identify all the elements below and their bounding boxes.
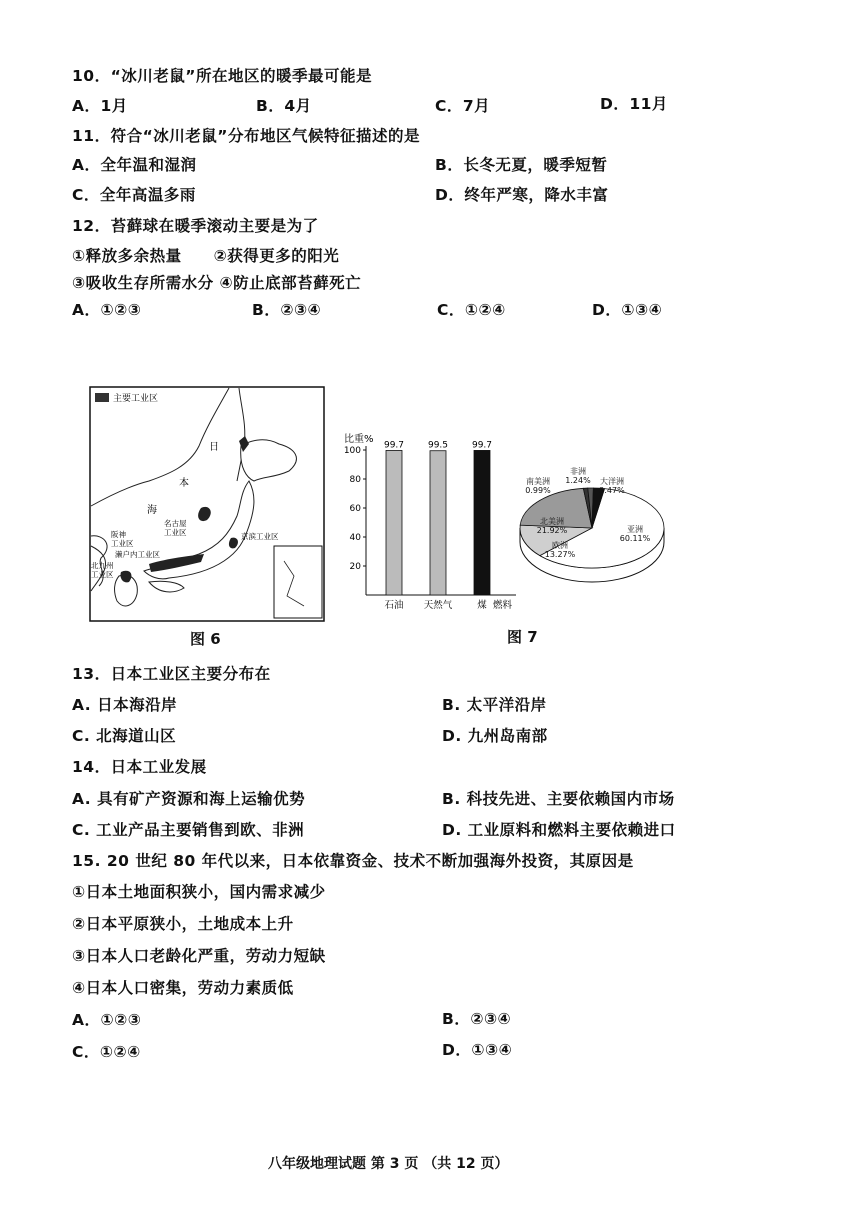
label-nagoya: 名古屋 [164, 519, 187, 528]
bar-ylabel: 比重% [344, 434, 374, 445]
bar-2 [474, 450, 490, 595]
q10-option-d[interactable]: D．11月 [600, 95, 668, 113]
q13-stem: 13．日本工业区主要分布在 [72, 665, 271, 683]
pie-label-4: 非洲 1.24% [565, 467, 591, 485]
q15-item-1: ①日本土地面积狭小，国内需求减少 [72, 883, 326, 901]
legend-label: 主要工业区 [113, 394, 159, 404]
q15-stem: 15. 20 世纪 80 年代以来，日本依靠资金、技术不断加强海外投资，其原因是 [72, 852, 634, 870]
bar-category-label: 天然气 [423, 600, 453, 611]
label-keihin: 京滨工业区 [241, 532, 279, 541]
q15-item-4: ④日本人口密集，劳动力素质低 [72, 979, 294, 997]
q10-option-c[interactable]: C．7月 [435, 97, 491, 115]
q14-stem: 14．日本工业发展 [72, 758, 207, 776]
bar-0 [386, 450, 402, 595]
bar-value-label: 99.7 [471, 440, 493, 451]
q11-option-b[interactable]: B．长冬无夏，暖季短暂 [435, 156, 608, 174]
q14-option-c[interactable]: C. 工业产品主要销售到欧、非洲 [72, 821, 305, 839]
q11-option-a[interactable]: A．全年温和湿润 [72, 156, 197, 174]
label-hanshin: 阪神 [111, 530, 126, 539]
q12-option-a[interactable]: A．①②③ [72, 301, 142, 319]
q12-items-line2: ③吸收生存所需水分 ④防止底部苔藓死亡 [72, 274, 362, 292]
figure6-map [89, 386, 325, 622]
bar-x-label: 燃料 [492, 600, 512, 611]
pie-label-1: 欧洲 13.27% [544, 541, 576, 559]
q10-option-b[interactable]: B．4月 [256, 97, 312, 115]
q12-option-b[interactable]: B．②③④ [252, 301, 322, 319]
label-hanshin-2: 工业区 [111, 539, 134, 548]
figure7-bar-chart [340, 430, 520, 615]
bar-y-tick-label: 100 [343, 446, 361, 456]
q11-option-d[interactable]: D．终年严寒，降水丰富 [435, 186, 609, 204]
q14-option-a[interactable]: A. 具有矿产资源和海上运输优势 [72, 790, 306, 808]
label-sea-3: 海 [147, 505, 157, 516]
bar-y-tick-label: 40 [349, 533, 361, 543]
bar-1 [430, 451, 446, 595]
bar-category-label: 石油 [384, 600, 404, 611]
figure6-caption: 图 6 [190, 630, 221, 648]
q12-option-d[interactable]: D．①③④ [592, 301, 663, 319]
q15-item-2: ②日本平原狭小，土地成本上升 [72, 915, 294, 933]
bar-value-label: 99.5 [427, 440, 449, 451]
bar-value-label: 99.7 [383, 440, 405, 451]
pie-label-2: 北美洲 21.92% [536, 517, 568, 535]
q14-option-d[interactable]: D. 工业原料和燃料主要依赖进口 [442, 821, 676, 839]
q15-option-b[interactable]: B．②③④ [442, 1010, 512, 1028]
figure7-pie-chart [510, 460, 685, 600]
label-sea-1: 日 [209, 442, 219, 453]
bar-marks [384, 440, 513, 611]
q15-option-d[interactable]: D．①③④ [442, 1041, 513, 1059]
figure7-caption: 图 7 [507, 628, 538, 646]
label-setouchi: 濑户内工业区 [115, 550, 160, 559]
q15-option-a[interactable]: A．①②③ [72, 1011, 142, 1029]
q10-option-a[interactable]: A．1月 [72, 97, 128, 115]
label-kitakyushu: 北九州 [91, 561, 114, 570]
q13-option-a[interactable]: A. 日本海沿岸 [72, 696, 178, 714]
bar-y-tick-label: 20 [349, 562, 361, 572]
q13-option-c[interactable]: C. 北海道山区 [72, 727, 177, 745]
bar-y-tick-label: 80 [349, 475, 361, 485]
label-sea-2: 本 [179, 478, 189, 489]
q11-option-c[interactable]: C．全年高温多雨 [72, 186, 196, 204]
pie-label-0: 亚洲 60.11% [619, 525, 651, 543]
pie-marks [520, 466, 664, 582]
q12-stem: 12．苔藓球在暖季滚动主要是为了 [72, 217, 319, 235]
legend-swatch [95, 393, 109, 402]
q15-option-c[interactable]: C．①②④ [72, 1043, 141, 1061]
label-nagoya-2: 工业区 [164, 528, 187, 537]
bar-y-tick-label: 60 [349, 504, 361, 514]
q13-option-d[interactable]: D. 九州岛南部 [442, 727, 548, 745]
q11-stem: 11．符合“冰川老鼠”分布地区气候特征描述的是 [72, 127, 420, 145]
label-kitakyushu-2: 工业区 [91, 570, 114, 579]
q14-option-b[interactable]: B. 科技先进、主要依赖国内市场 [442, 790, 675, 808]
q15-item-3: ③日本人口老龄化严重，劳动力短缺 [72, 947, 326, 965]
pie-label-3: 南美洲 0.99% [525, 477, 551, 495]
page-footer: 八年级地理试题 第 3 页 （共 12 页） [268, 1156, 509, 1172]
pie-label-5: 大洋洲 2.47% [599, 477, 625, 495]
q12-items-line1: ①释放多余热量 ②获得更多的阳光 [72, 247, 340, 265]
q10-stem: 10．“冰川老鼠”所在地区的暖季最可能是 [72, 67, 372, 85]
q12-option-c[interactable]: C．①②④ [437, 301, 506, 319]
bar-category-label: 煤 [477, 600, 487, 611]
q13-option-b[interactable]: B. 太平洋沿岸 [442, 696, 547, 714]
